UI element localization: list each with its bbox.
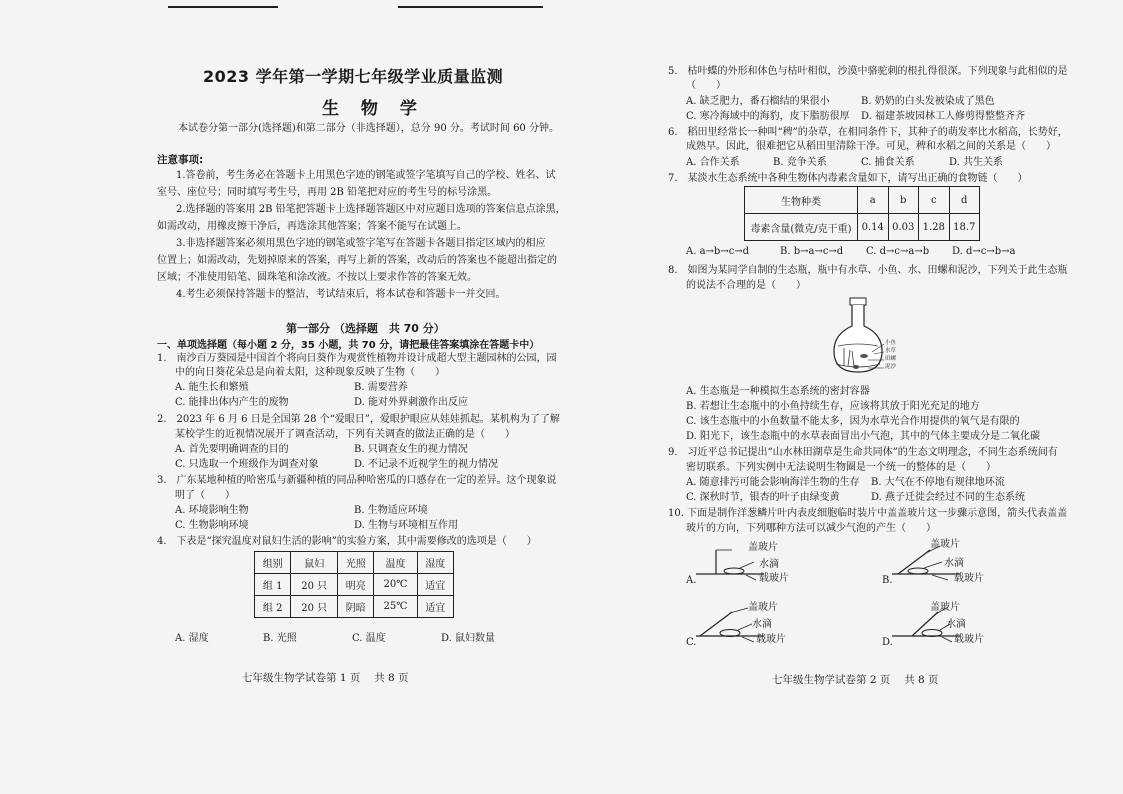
note-line: 3.非选择题答案必须用黑色字迹的钢笔或签字笔写在答题卡各题目指定区域内的相应	[176, 238, 546, 249]
page-footer: 七年级生物学试卷第 2 页 共 8 页	[772, 674, 939, 686]
question-9: 9. 习近平总书记提出“山水林田湖草是生命共同体”的生态文明理念，不同生态系统间有	[668, 447, 1058, 458]
table-cell: 明亮	[338, 574, 374, 596]
label-cover-glass: 盖玻片	[930, 602, 960, 613]
option-d: D. 能对外界刺激作出反应	[354, 397, 469, 408]
question-2-cont: 某校学生的近视情况展开了调查活动，下列有关调查的做法正确的是（ ）	[175, 429, 515, 440]
label-sediment: 泥沙	[885, 364, 897, 370]
option-d: D. 不记录不近视学生的视力情况	[354, 459, 499, 470]
table-cell: 适宜	[417, 596, 453, 618]
subject-title: 生 物 学	[322, 99, 425, 119]
option-c: C. 能排出体内产生的废物	[175, 397, 289, 408]
table-cell: 1.28	[919, 214, 950, 241]
table-cell: 20 只	[291, 574, 338, 596]
question-5: 5. 枯叶蝶的外形和体色与枯叶相似，沙漠中骆驼刺的根扎得很深。下列现象与此相似的是	[668, 66, 1068, 77]
option-b: B. 竞争关系	[773, 157, 827, 168]
question-6: 6. 稻田里经常长一种叫“稗”的杂草，在相同条件下，其种子的萌发率比水稻高，长势好，	[668, 127, 1068, 138]
option-c: C. 该生态瓶中的小鱼数量不能太多，因为水草光合作用提供的氧气是有限的	[686, 416, 1020, 427]
option-d: D. 共生关系	[949, 157, 1004, 168]
label-slide: 载玻片	[756, 634, 786, 645]
option-b: B. 大气在不停地有规律地环流	[871, 477, 1005, 488]
label-slide: 载玻片	[954, 573, 984, 584]
option-b: B. 光照	[263, 633, 297, 644]
table-header: 生物种类	[745, 187, 858, 214]
option-d: D. 鼠妇数量	[441, 633, 496, 644]
table-header: a	[858, 187, 889, 214]
table-cell: 20℃	[374, 574, 417, 596]
note-line: 室号、座位号；同时填写考生号，再用 2B 铅笔把对应的考生号的标号涂黑。	[157, 187, 498, 198]
page-footer: 七年级生物学试卷第 1 页 共 8 页	[242, 672, 409, 684]
exam-title: 2023 学年第一学期七年级学业质量监测	[203, 67, 504, 86]
option-d: D. 阳光下，该生态瓶中的水草表面冒出小气泡，其中的气体主要成分是二氧化碳	[686, 431, 1041, 442]
exam-page-2	[562, 0, 1123, 794]
note-line: 位置上；如需改动，先划掉原来的答案，再写上新的答案，改动后的答案也不能超出指定的	[157, 255, 557, 266]
question-3-cont: 明了（ ）	[175, 490, 235, 501]
note-line: 区域；不准使用铅笔、圆珠笔和涂改液。不按以上要求作答的答案无效。	[157, 272, 477, 283]
table-cell: 组 1	[255, 574, 291, 596]
option-a: A.	[686, 575, 697, 586]
option-c: C. 温度	[352, 633, 386, 644]
note-line: 4.考生必须保持答题卡的整洁，考试结束后，将本试卷和答题卡一并交回。	[176, 289, 506, 300]
experiment-table	[254, 551, 454, 618]
question-9-cont: 密切联系。下列实例中无法说明生物圈是一个统一的整体的是（ ）	[686, 462, 996, 473]
option-a: A. 首先要明确调查的目的	[175, 444, 289, 455]
table-cell: 阴暗	[338, 596, 374, 618]
question-10-cont: 玻片的方向，下列哪种方法可以减少气泡的产生（ ）	[686, 523, 936, 534]
table-cell: 20 只	[291, 596, 338, 618]
option-b: B. 若想让生态瓶中的小鱼持续生存，应该将其放于阳光充足的地方	[686, 401, 980, 412]
part1-heading: 第一部分 （选择题 共 70 分）	[286, 322, 445, 335]
option-b: B. 生物适应环境	[354, 505, 428, 516]
question-1-cont: 中的向日葵花朵总是向着太阳，这种现象反映了生物（ ）	[175, 367, 445, 378]
option-c: C. 生物影响环境	[175, 520, 249, 531]
question-7: 7. 某淡水生态系统中各种生物体内毒素含量如下，请写出正确的食物链（ ）	[668, 173, 1028, 184]
option-a: A. a→b→c→d	[686, 246, 750, 257]
option-a: A. 合作关系	[686, 157, 740, 168]
option-c: C. 寒冷海域中的海豹，皮下脂肪很厚	[686, 111, 850, 122]
table-header: 鼠妇	[291, 552, 338, 574]
exam-intro: 本试卷分第一部分(选择题)和第二部分（非选择题），总分 90 分。考试时间 60 分钟。	[178, 123, 559, 134]
note-line: 1.答卷前，考生务必在答题卡上用黑色字迹的钢笔或签字笔填写自己的学校、姓名、试	[176, 170, 556, 181]
option-b: B. 需要营养	[354, 382, 408, 393]
label-water-drop: 水滴	[946, 619, 966, 630]
note-line: 如需改动，用橡皮擦干净后，再选涂其他答案；答案不能写在试题上。	[157, 221, 467, 232]
question-10: 10. 下面是制作洋葱鳞片叶内表皮细胞临时装片中盖盖玻片这一步骤示意图，箭头代表盖盖	[668, 508, 1068, 519]
table-header: d	[949, 187, 980, 214]
question-2: 2. 2023 年 6 月 6 日是全国第 28 个“爱眼日”，爱眼护眼应从娃娃抓起。某机构为了了解	[157, 414, 560, 425]
option-a: A. 生态瓶是一种模拟生态系统的密封容器	[686, 386, 870, 397]
label-cover-glass: 盖玻片	[930, 539, 960, 550]
table-cell: 0.03	[888, 214, 919, 241]
label-waterweed: 水草	[885, 348, 897, 354]
label-slide: 载玻片	[759, 573, 789, 584]
label-water-drop: 水滴	[944, 558, 964, 569]
table-cell: 0.14	[858, 214, 889, 241]
option-a: A. 随意排污可能会影响海洋生物的生存	[686, 477, 860, 488]
option-c: C.	[686, 637, 697, 648]
question-5-cont: （ ）	[686, 80, 726, 91]
question-1: 1. 南沙百万葵园是中国首个将向日葵作为观赏性植物并设计成超大型主题园林的公园，园	[157, 353, 557, 364]
option-b: B. b→a→c→d	[780, 246, 844, 257]
option-d: D.	[882, 637, 893, 648]
question-3: 3. 广东某地种植的哈密瓜与新疆种植的同品种哈密瓜的口感存在一定的差异。这个现象说	[157, 475, 557, 486]
table-cell: 适宜	[417, 574, 453, 596]
question-8-cont: 的说法不合理的是（ ）	[686, 280, 806, 291]
question-8: 8. 如图为某同学自制的生态瓶，瓶中有水草、小鱼、水、田螺和泥沙，下列关于此生态瓶	[668, 265, 1068, 276]
table-header: 温度	[374, 552, 417, 574]
section-heading: 一、单项选择题（每小题 2 分，35 小题，共 70 分，请把最佳答案填涂在答题卡中）	[157, 340, 540, 351]
option-a: A. 能生长和繁殖	[175, 382, 249, 393]
question-4: 4. 下表是“探究温度对鼠妇生活的影响”的实验方案，其中需要修改的选项是（ ）	[157, 536, 537, 547]
option-d: D. 生物与环境相互作用	[354, 520, 459, 531]
option-d: D. 福建茶坡园林工人修剪得整整齐齐	[861, 111, 1026, 122]
label-water-drop: 水滴	[759, 559, 779, 570]
option-b: B. 奶奶的白头发被染成了黑色	[861, 96, 995, 107]
label-snail: 田螺	[885, 356, 897, 362]
figure-labels	[885, 339, 896, 371]
option-c: C. d→c→a→b	[866, 246, 930, 257]
toxin-table	[744, 186, 980, 241]
notes-heading: 注意事项:	[157, 154, 204, 166]
table-header: b	[888, 187, 919, 214]
option-d: D. d→c→b→a	[952, 246, 1016, 257]
table-cell: 25℃	[374, 596, 417, 618]
option-c: C. 深秋时节，银杏的叶子由绿变黄	[686, 492, 840, 503]
scan-edge-line	[398, 6, 543, 8]
option-c: C. 捕食关系	[861, 157, 915, 168]
table-header: 组别	[255, 552, 291, 574]
label-water-drop: 水滴	[752, 619, 772, 630]
option-b: B. 只调查女生的视力情况	[354, 444, 468, 455]
label-fish: 小鱼	[885, 340, 897, 346]
scan-edge-line	[168, 6, 278, 8]
option-a: A. 湿度	[175, 633, 209, 644]
question-6-cont: 成熟早。因此，很难把它从稻田里清除干净。可见，稗和水稻之间的关系是（ ）	[686, 141, 1056, 152]
label-slide: 载玻片	[954, 634, 984, 645]
option-b: B.	[882, 575, 893, 586]
label-cover-glass: 盖玻片	[748, 542, 778, 553]
table-cell: 18.7	[949, 214, 980, 241]
option-a: A. 缺乏肥力，番石榴结的果很小	[686, 96, 830, 107]
table-header: c	[919, 187, 950, 214]
option-d: D. 燕子迁徙会经过不同的生态系统	[871, 492, 1026, 503]
option-c: C. 只选取一个班级作为调查对象	[175, 459, 319, 470]
note-line: 2.选择题的答案用 2B 铅笔把答题卡上选择题答题区中对应题目选项的答案信息点涂黑，	[176, 204, 566, 215]
table-header: 光照	[338, 552, 374, 574]
label-cover-glass: 盖玻片	[748, 602, 778, 613]
option-a: A. 环境影响生物	[175, 505, 249, 516]
table-cell: 毒素含量(微克/克干重)	[745, 214, 858, 241]
table-cell: 组 2	[255, 596, 291, 618]
table-header: 湿度	[417, 552, 453, 574]
